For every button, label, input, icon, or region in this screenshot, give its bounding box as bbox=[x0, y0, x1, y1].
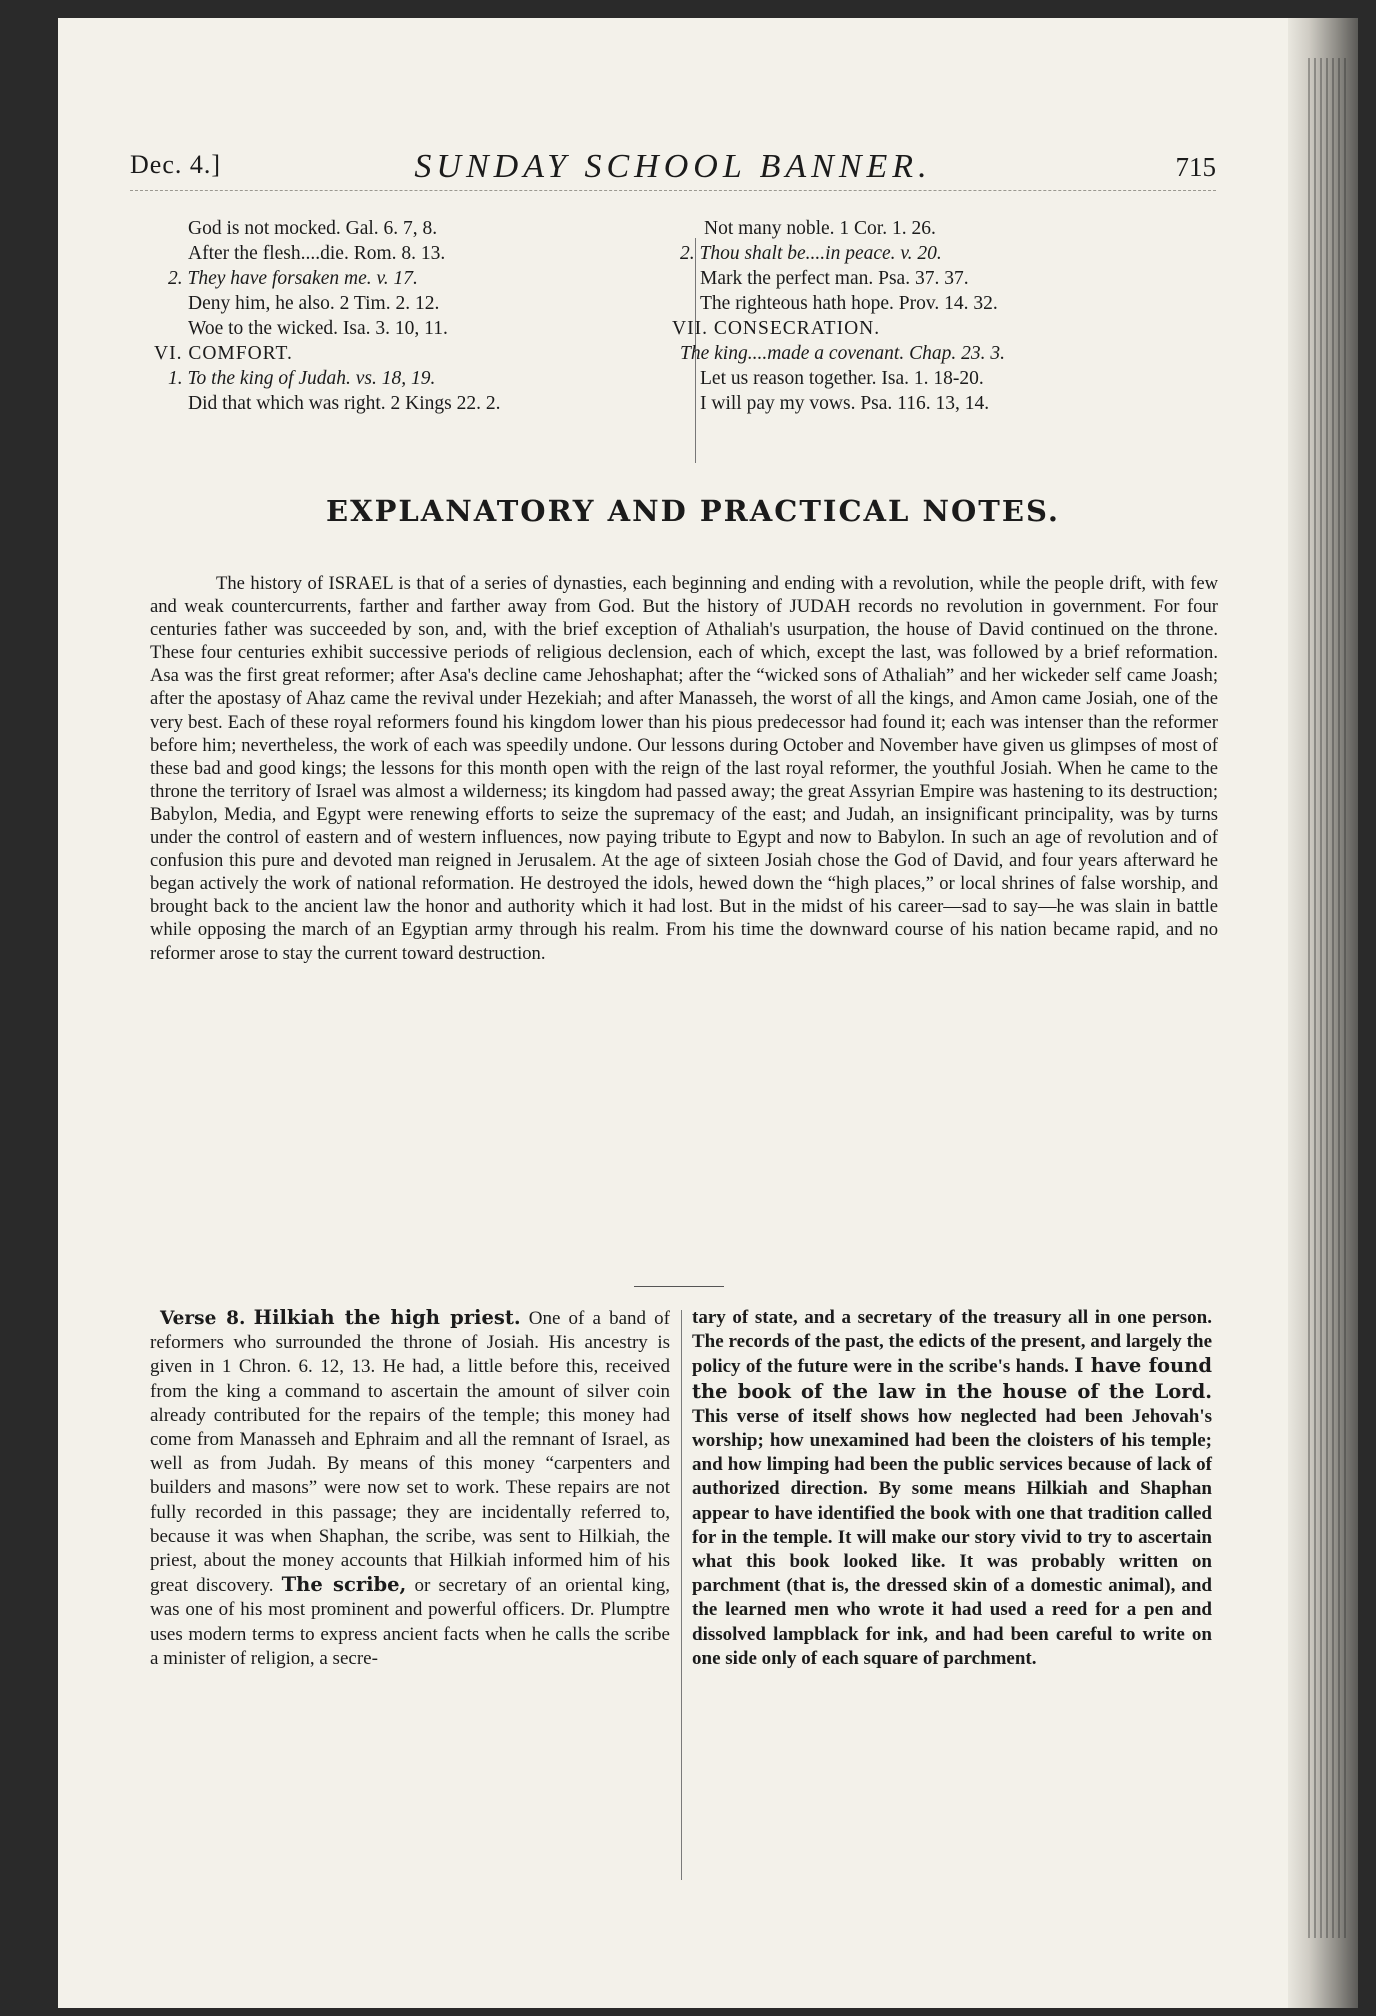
outline-item: After the flesh....die. Rom. 8. 13. bbox=[188, 243, 446, 264]
outline-item: Mark the perfect man. Psa. 37. 37. bbox=[700, 268, 969, 289]
notes-left-column bbox=[150, 1306, 670, 1671]
verse-label: Verse 8. bbox=[160, 1308, 246, 1329]
running-head-title: SUNDAY SCHOOL BANNER. bbox=[414, 148, 932, 185]
outline-left-column bbox=[154, 216, 678, 416]
outline-item: Woe to the wicked. Isa. 3. 10, 11. bbox=[188, 318, 448, 339]
intro-paragraph: The history of ISRAEL is that of a series of dynasties, each beginning and ending with a revolution, while the people drift, with few and weak countercurrents, farther and farther away from God. But the history of JUDAH records no revolution in government. For four centuries father was succeeded by son, and, with the brief exception of Athaliah's usurpation, the house of David continued on the throne. These four centuries exhibit successive periods of religious declension, each of which, except the last, was followed by a brief reformation. Asa was the first great reformer; after Asa's decline came Jehoshaphat; after the “wicked sons of Athaliah” and her wickeder self came Joash; after the apostasy of Ahaz came the revival under Hezekiah; and after Manasseh, the worst of all the kings, and Amon came Josiah, one of the very best. Each of these royal reformers found his kingdom lower than his pious predecessor had found it; each was intenser than the reformer before him; nevertheless, the work of each was speedily undone. Our lessons during October and November have given us glimpses of most of these bad and good kings; the lessons for this month open with the reign of the last royal reformer, the youthful Josiah. When he came to the throne the territory of Israel was almost a wilderness; its kingdom had passed away; the great Assyrian Empire was hastening to its destruction; Babylon, Media, and Egypt were renewing efforts to seize the supremacy of the east; and Judah, an insignificant principality, was by turns under the control of eastern and of western influences, now paying tribute to Egypt and now to Babylon. In such an age of revolution and of confusion this pure and devoted man reigned in Jerusalem. At the age of sixteen Josiah chose the God of David, and four years afterward he began actively the work of national reformation. He destroyed the idols, hewed down the “high places,” or local shrines of false worship, and brought back to the ancient law the honor and authority which it had lost. But in the midst of his career—sad to say—he was slain in battle while opposing the march of an Egyptian army through his realm. From his time the downward course of his nation became rapid, and no reformer arose to stay the current toward destruction. bbox=[150, 573, 1218, 964]
page-edge-lines bbox=[1308, 58, 1348, 1938]
outline-item: 1. To the king of Judah. vs. 18, 19. bbox=[168, 368, 436, 389]
note-text: or secretary of an oriental king, was one of his most prominent and powerful officers. Dr. Plumptre uses modern terms to express ancient facts when he calls the scribe a minister of religion, a secre- bbox=[150, 1575, 670, 1669]
outline-item: Deny him, he also. 2 Tim. 2. 12. bbox=[188, 293, 440, 314]
outline-item: Did that which was right. 2 Kings 22. 2. bbox=[188, 393, 501, 414]
outline-heading: VII. CONSECRATION. bbox=[672, 318, 881, 339]
page-edge-shadow bbox=[1288, 18, 1358, 2008]
note-text: One of a band of reformers who surrounded the throne of Josiah. His ancestry is given in 1 Chron. 6. 12, 13. He had, a little before this, received from the king a command to ascertain the amount of silver coin already contributed for the repairs of the temple; this money had come from Manasseh and Ephraim and all the remnant of Israel, as well as from Judah. By means of this money “carpenters and builders and masons” were now set to work. These repairs are not fully recorded in this passage; they are incidentally referred to, because it was when Shaphan, the scribe, was sent to Hilkiah, the priest, about the money accounts that Hilkiah informed him of his great discovery. bbox=[150, 1308, 670, 1597]
note-text: tary of state, and a secretary of the treasury all in one person. The records of the past, the edicts of the present, and largely the policy of the future were in the scribe's hands. bbox=[692, 1307, 1212, 1378]
outline-item: The righteous hath hope. Prov. 14. 32. bbox=[700, 293, 998, 314]
section-separator bbox=[634, 1286, 724, 1287]
running-head-date: Dec. 4.] bbox=[130, 150, 222, 179]
outline-item: God is not mocked. Gal. 6. 7, 8. bbox=[188, 218, 438, 239]
outline-item: The king....made a covenant. Chap. 23. 3. bbox=[680, 343, 1005, 364]
outline-item: 2. They have forsaken me. v. 17. bbox=[168, 268, 418, 289]
note-keyword: The scribe, bbox=[281, 1573, 407, 1597]
outline-item: Not many noble. 1 Cor. 1. 26. bbox=[704, 218, 936, 239]
book-page bbox=[58, 18, 1358, 2008]
running-head bbox=[130, 146, 1216, 186]
outline-heading: VI. COMFORT. bbox=[154, 343, 293, 364]
header-rule bbox=[130, 190, 1216, 191]
note-keyword: I have found the book of the law in the house of the Lord. bbox=[692, 1354, 1212, 1403]
column-divider bbox=[681, 1310, 682, 1880]
section-heading: EXPLANATORY AND PRACTICAL NOTES. bbox=[326, 494, 1060, 528]
outline-item: Let us reason together. Isa. 1. 18-20. bbox=[700, 368, 984, 389]
notes-right-column bbox=[692, 1306, 1212, 1671]
page-number: 715 bbox=[1175, 152, 1216, 182]
outline-right-column bbox=[672, 216, 1210, 416]
outline-item: I will pay my vows. Psa. 116. 13, 14. bbox=[700, 393, 990, 414]
outline-item: 2. Thou shalt be....in peace. v. 20. bbox=[680, 243, 942, 264]
note-keyword: Hilkiah the high priest. bbox=[253, 1306, 521, 1329]
note-text: This verse of itself shows how neglected had been Jehovah's worship; how unexamined had been the cloisters of his temple; and how limping had been the public services because of lack of authorized direction. By some means Hilkiah and Shaphan appear to have identified the book with one that tradition called for in the temple. It will make our story vivid to try to ascertain what this book looked like. It was probably written on parchment (that is, the dressed skin of a domestic animal), and the learned men who wrote it had used a reed for a pen and dissolved lampblack for ink, and had been careful to write on one side only of each square of parchment. bbox=[692, 1405, 1212, 1669]
